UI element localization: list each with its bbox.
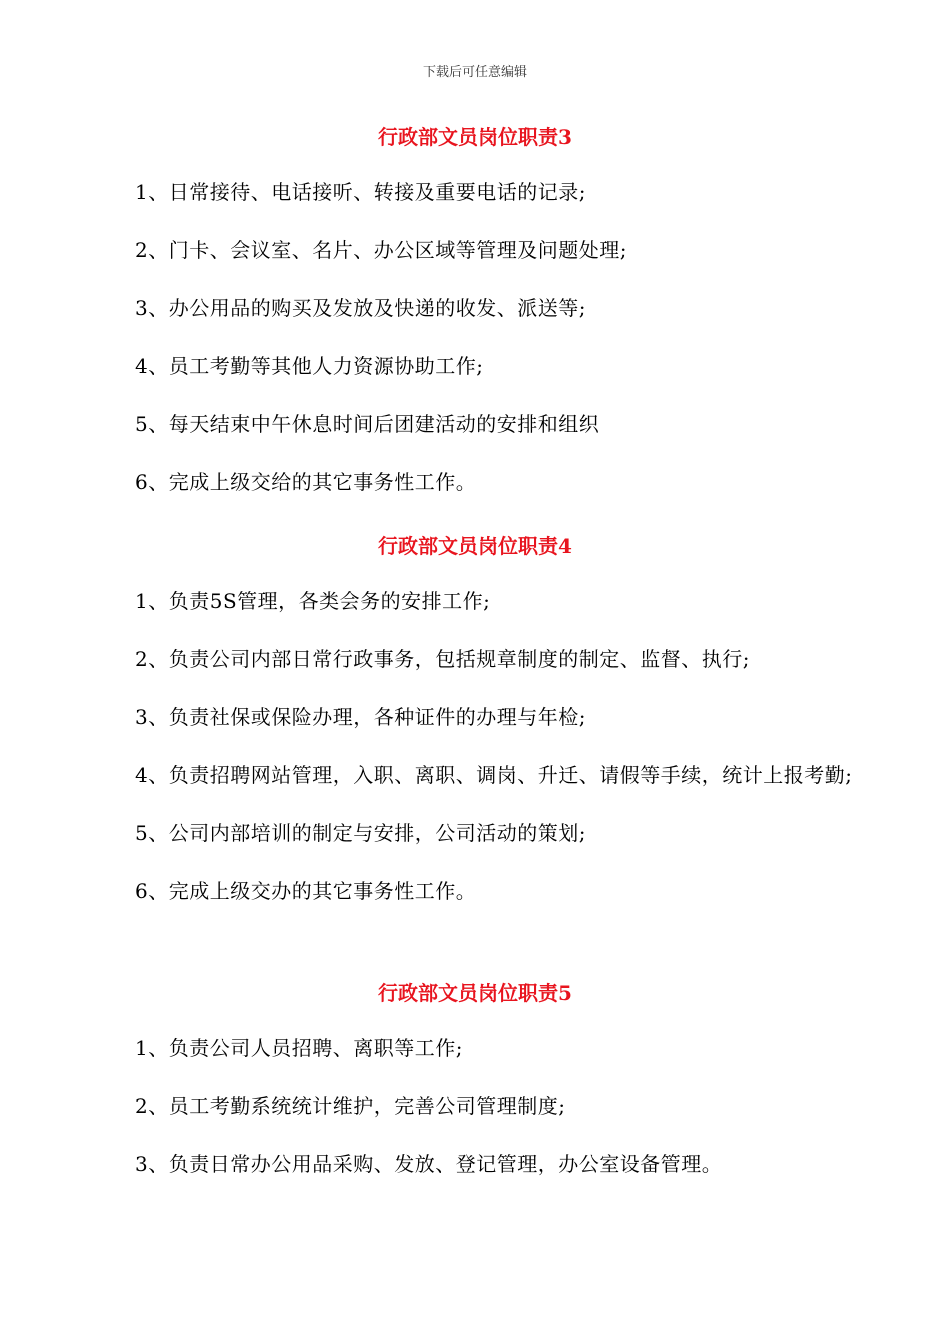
duty-item: 2、门卡、会议室、名片、办公区域等管理及问题处理; xyxy=(135,238,627,262)
header-note: 下载后可任意编辑 xyxy=(422,65,527,80)
duty-item: 1、负责公司人员招聘、离职等工作; xyxy=(135,1036,463,1060)
section-title: 行政部文员岗位职责5 xyxy=(378,981,572,1005)
duty-item: 5、每天结束中午休息时间后团建活动的安排和组织 xyxy=(135,412,600,436)
duty-item: 2、员工考勤系统统计维护，完善公司管理制度; xyxy=(135,1094,566,1118)
duty-item: 1、日常接待、电话接听、转接及重要电话的记录; xyxy=(135,180,586,204)
section-duties-4 xyxy=(0,531,950,906)
duty-item: 4、员工考勤等其他人力资源协助工作; xyxy=(135,354,484,378)
duty-item: 3、负责日常办公用品采购、发放、登记管理，办公室设备管理。 xyxy=(135,1152,723,1176)
section-duties-3 xyxy=(0,122,950,497)
duty-item: 3、办公用品的购买及发放及快递的收发、派送等; xyxy=(135,296,586,320)
section-duties-5 xyxy=(0,978,950,1179)
duty-item: 6、完成上级交办的其它事务性工作。 xyxy=(135,879,477,903)
duty-item: 6、完成上级交给的其它事务性工作。 xyxy=(135,470,477,494)
duty-item: 1、负责5S管理，各类会务的安排工作; xyxy=(135,589,491,613)
duty-item: 4、负责招聘网站管理，入职、离职、调岗、升迁、请假等手续，统计上报考勤; xyxy=(135,763,853,787)
section-title: 行政部文员岗位职责3 xyxy=(378,125,572,149)
section-title: 行政部文员岗位职责4 xyxy=(378,534,572,558)
duty-item: 5、公司内部培训的制定与安排，公司活动的策划; xyxy=(135,821,586,845)
duty-item: 2、负责公司内部日常行政事务，包括规章制度的制定、监督、执行; xyxy=(135,647,750,671)
duty-item: 3、负责社保或保险办理，各种证件的办理与年检; xyxy=(135,705,586,729)
